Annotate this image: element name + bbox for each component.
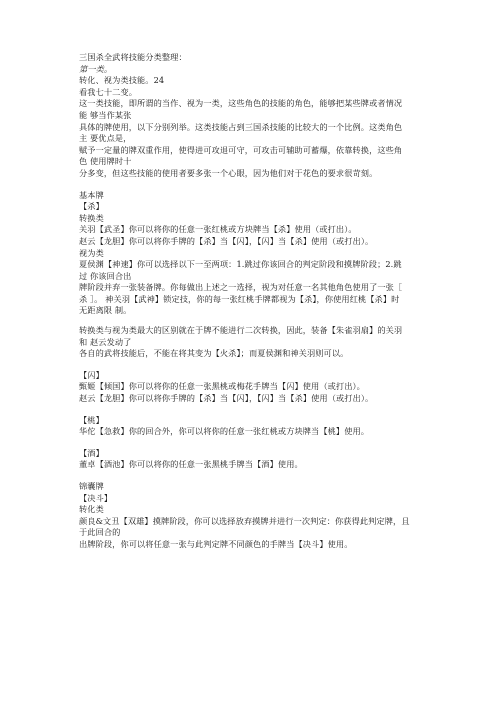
skill-line: 无距离限 制。 bbox=[79, 305, 132, 316]
skill-line: 出牌阶段，你可以将任意一张与此判定牌不同颜色的手牌当【决斗】使用。 bbox=[79, 538, 353, 549]
section-trick-cards: 锦囊牌 bbox=[79, 481, 104, 491]
spacer bbox=[79, 471, 439, 481]
skill-line: 过 你该回合出 bbox=[79, 270, 132, 281]
spacer bbox=[79, 317, 439, 325]
intro-line: 这一类技能，即所谓的当作、视为一类，这些角色的技能的角色，能够把某些牌或者情况 bbox=[79, 98, 403, 109]
skill-line: 华佗【急救】你的回合外，你可以将你的任意一张红桃或方块牌当【桃】使用。 bbox=[79, 426, 370, 437]
seventy-two-changes: 看我七十二变。 bbox=[79, 86, 138, 97]
skill-line: 颜良&文丑【双雄】摸牌阶段，你可以选择放弃摸牌并进行一次判定：你获得此判定牌，且 bbox=[79, 515, 410, 526]
skill-line: 关羽【武圣】你可以将你的任意一张红桃或方块牌当【杀】使用（或打出）。 bbox=[79, 224, 357, 235]
skill-line: 夏侯渊【神速】你可以选择以下一至两项：1.跳过你该回合的判定阶段和摸牌阶段；2.跳 bbox=[79, 259, 402, 270]
intro-line: 具体的牌使用，以下分别列举。这类技能占到三国杀技能的比较大的一个比例。这类角色 bbox=[79, 121, 403, 132]
intro-line: 分多变，但这些技能的使用者要多张一个心眼，因为他们对于花色的要求很苛刻。 bbox=[79, 167, 378, 178]
skill-line: 甄姬【倾国】你可以将你的任意一张黑桃或梅花手牌当【闪】使用（或打出）。 bbox=[79, 381, 365, 392]
note-line: 各自的武将技能后，不能在将其变为【火杀】；而夏侯渊和神关羽则可以。 bbox=[79, 348, 349, 359]
subsection-duel: 【决斗】 bbox=[79, 492, 113, 503]
subsection-dodge: 【闪】 bbox=[79, 369, 104, 380]
document-title: 三国杀全武将技能分类整理： bbox=[79, 52, 187, 62]
intro-line: 色 使用牌时十 bbox=[79, 156, 132, 167]
note-line: 和 赵云发动了 bbox=[79, 336, 132, 347]
spacer bbox=[79, 180, 439, 190]
document-body bbox=[79, 52, 439, 551]
subsection-kill: 【杀】 bbox=[79, 201, 104, 212]
skill-line: 董卓【酒池】你可以将你的任意一张黑桃手牌当【酒】使用。 bbox=[79, 459, 303, 470]
subsection-peach: 【桃】 bbox=[79, 414, 104, 425]
spacer bbox=[79, 405, 439, 415]
intro-line: 赋予一定量的牌双重作用，使得进可攻退可守，可攻击可辅助可蓄爆，依靠转换，这些角 bbox=[79, 144, 403, 155]
skill-line: 赵云【龙胆】你可以将你手牌的【杀】当【闪】，【闪】当【杀】使用（或打出）。 bbox=[79, 235, 374, 246]
convert-label: 转化类 bbox=[79, 504, 104, 515]
category-one: 第一类。 bbox=[79, 63, 113, 74]
note-line: 转换类与视为类最大的区别就在于牌不能进行二次转换，因此，装备【朱雀羽扇】的关羽 bbox=[79, 325, 403, 336]
subsection-wine: 【酒】 bbox=[79, 447, 104, 458]
convert-label: 转换类 bbox=[79, 212, 104, 223]
section-basic-cards: 基本牌 bbox=[79, 189, 104, 200]
transform-count: 转化、视为类技能。24 bbox=[79, 75, 165, 86]
skill-line: 于此回合的 bbox=[79, 527, 121, 538]
intro-line: 能 够当作某张 bbox=[79, 109, 132, 120]
skill-line: 杀 ］。 神关羽【武神】锁定技，你的每一张红桃手牌都视为【杀】，你使用红桃【杀】时 bbox=[79, 293, 400, 304]
spacer bbox=[79, 438, 439, 448]
intro-line: 主 要优点是， bbox=[79, 133, 132, 144]
view-label: 视为类 bbox=[79, 247, 104, 258]
spacer bbox=[79, 360, 439, 370]
skill-line: 牌阶段并弃一张装备牌。你每做出上述之一选择，视为对任意一名其他角色使用了一张［ bbox=[79, 282, 403, 293]
skill-line: 赵云【龙胆】你可以将你手牌的【杀】当【闪】，【闪】当【杀】使用（或打出）。 bbox=[79, 393, 374, 404]
